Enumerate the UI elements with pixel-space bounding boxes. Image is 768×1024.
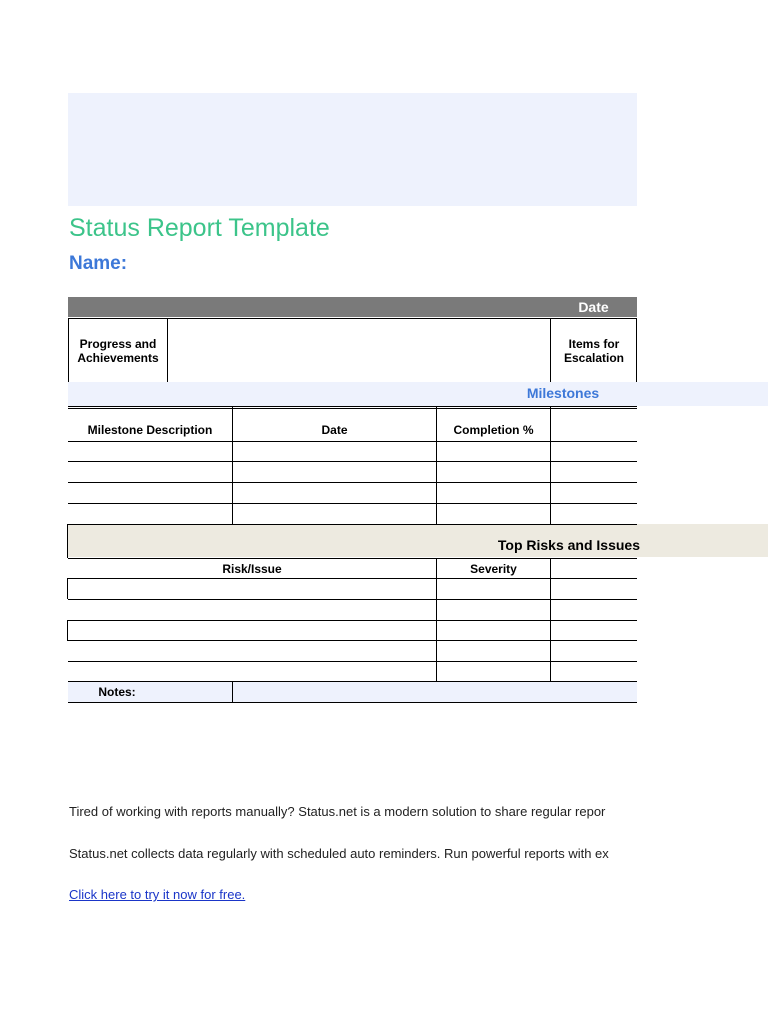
milestone-col-date: Date	[321, 423, 348, 437]
try-free-link[interactable]: Click here to try it now for free.	[69, 887, 246, 902]
escalation-label: Items for Escalation	[563, 336, 625, 365]
milestone-col-completion: Completion %	[453, 423, 534, 437]
milestone-col-description: Milestone Description	[87, 423, 213, 437]
risks-section-bar	[68, 524, 768, 557]
page-title: Status Report Template	[69, 214, 330, 242]
milestones-table-top	[68, 406, 637, 407]
table-row[interactable]	[68, 641, 637, 661]
table-row[interactable]	[68, 662, 637, 681]
risks-table-bottom	[68, 702, 637, 703]
notes-col-line	[232, 682, 233, 703]
risks-bar-edge	[67, 524, 68, 558]
table-row[interactable]	[68, 483, 637, 503]
table-row[interactable]	[68, 600, 637, 620]
risks-bar-top	[68, 524, 637, 525]
risks-section-label: Top Risks and Issues	[497, 537, 640, 553]
table-row[interactable]	[68, 442, 637, 461]
milestones-section-label: Milestones	[526, 385, 600, 401]
risk-col-severity: Severity	[470, 562, 517, 576]
date-label: Date	[578, 299, 609, 315]
table-row[interactable]	[68, 579, 637, 599]
risks-table-top	[68, 558, 637, 559]
table-row[interactable]	[68, 621, 637, 640]
table-row[interactable]	[68, 504, 637, 524]
risk-col-issue: Risk/Issue	[222, 562, 282, 576]
header-banner	[68, 93, 637, 206]
progress-input-area[interactable]	[168, 319, 550, 382]
table-row[interactable]	[68, 462, 637, 482]
progress-label: Progress and Achievements	[77, 336, 159, 365]
notes-label: Notes:	[98, 685, 136, 699]
milestones-table-top	[68, 408, 637, 409]
milestones-section-bar	[68, 382, 768, 406]
promo-text-line-2: Status.net collects data regularly with scheduled auto reminders. Run powerful reports with ex	[69, 846, 609, 861]
promo-text-line-1: Tired of working with reports manually? Status.net is a modern solution to share regular repor	[69, 804, 606, 819]
name-label: Name:	[69, 253, 128, 274]
